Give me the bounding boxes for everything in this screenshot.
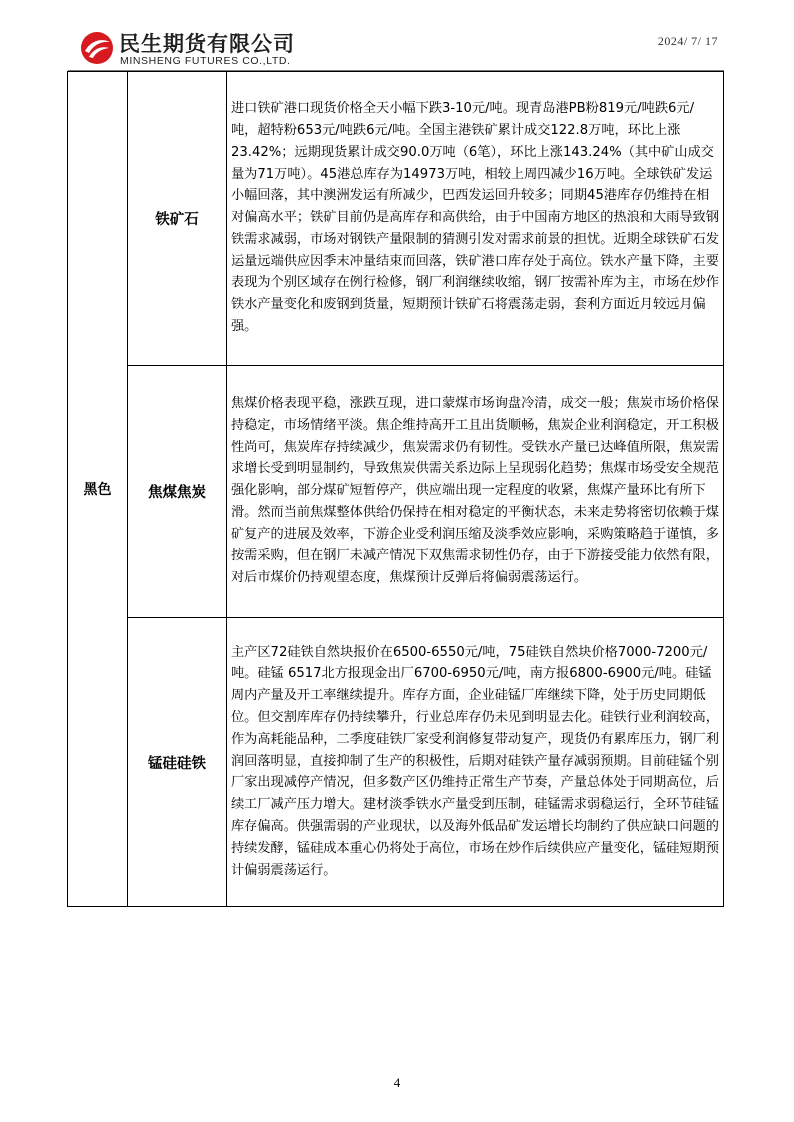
company-name-en: MINSHENG FUTURES CO.,LTD. <box>120 55 291 67</box>
page-number: 4 <box>393 1075 401 1090</box>
report-date: 2024/ 7/ 17 <box>657 34 718 48</box>
table-row <box>68 366 724 618</box>
commodity-commentary: 主产区72硅铁自然块报价在6500-6550元/吨，75硅铁自然块价格7000-7200元/吨。硅锰 6517北方报现金出厂6700-6950元/吨，南方报6800-6900元/吨。硅锰周内产量及开工率继续提升。库存方面，企业硅锰厂库继续下降，处于历史同期低位。但交割库库存仍持续攀升，行业总库存仍未见到明显去化。硅铁行业利润较高，作为高耗能品种，二季度硅铁厂家受利润修复带动复产，现货仍有累库压力，钢厂利润回落明显，直接抑制了生产的积极性，后期对硅铁产量存减弱预期。目前硅锰个别厂家出现减停产情况，但多数产区仍维持正常生产节奏，产量总体处于同期高位，后续工厂减产压力增大。建材淡季铁水产量受到压制，硅锰需求弱稳运行，全环节硅锰库存偏高。供强需弱的产业现状，以及海外低品矿发运增长均制约了供应缺口问题的持续发酵，锰硅成本重心仍将处于高位，市场在炒作后续供应产量变化，锰硅短期预计偏弱震荡运行。 <box>227 618 724 907</box>
table-row <box>68 618 724 907</box>
market-commentary-table <box>67 71 724 907</box>
commodity-commentary: 焦煤价格表现平稳，涨跌互现，进口蒙煤市场询盘冷清，成交一般；焦炭市场价格保持稳定，市场情绪平淡。焦企维持高开工且出货顺畅，焦炭企业利润稳定，开工积极性尚可，焦炭库存持续减少，焦炭需求仍有韧性。受铁水产量已达峰值所限，焦炭需求增长受到明显制约，导致焦炭供需关系边际上呈现弱化趋势；焦煤市场受安全规范强化影响，部分煤矿短暂停产，供应端出现一定程度的收紧，焦煤产量环比有所下滑。然而当前焦煤整体供给仍保持在相对稳定的平衡状态，未来走势将密切依赖于煤矿复产的进展及效率，下游企业受利润压缩及淡季效应影响，采购策略趋于谨慎，多按需采购，但在钢厂未减产情况下双焦需求韧性仍存，由于下游接受能力依然有限，对后市煤价仍持观望态度，焦煤预计反弹后将偏弱震荡运行。 <box>227 366 724 618</box>
company-name-cn: 民生期货有限公司 <box>119 32 295 56</box>
commodity-commentary: 进口铁矿港口现货价格全天小幅下跌3-10元/吨。现青岛港PB粉819元/吨跌6元/吨，超特粉653元/吨跌6元/吨。全国主港铁矿累计成交122.8万吨，环比上涨23.42%；远期现货累计成交90.0万吨（6笔），环比上涨143.24%（其中矿山成交量为71万吨）。45港总库存为14973万吨，相较上周四减少16万吨。全球铁矿发运小幅回落，其中澳洲发运有所减少，巴西发运回升较多；同期45港库存仍维持在相对偏高水平；铁矿目前仍是高库存和高供给，由于中国南方地区的热浪和大雨导致钢铁需求减弱，市场对钢铁产量限制的猜测引发对需求前景的担忧。近期全球铁矿石发运量远端供应因季末冲量结束而回落，铁矿港口库存处于高位。铁水产量下降，主要表现为个别区域存在例行检修，钢厂利润继续收缩，钢厂按需补库为主，市场在炒作铁水产量变化和废钢到货量，短期预计铁矿石将震荡走弱，套利方面近月较远月偏强。 <box>227 72 724 366</box>
commodity-name: 铁矿石 <box>128 72 227 366</box>
table-row <box>68 72 724 366</box>
commodity-name: 焦煤焦炭 <box>128 366 227 618</box>
page-header <box>0 0 794 72</box>
minsheng-logo-icon <box>80 31 114 65</box>
commodity-name: 锰硅硅铁 <box>128 618 227 907</box>
category-cell: 黑色 <box>68 72 128 907</box>
